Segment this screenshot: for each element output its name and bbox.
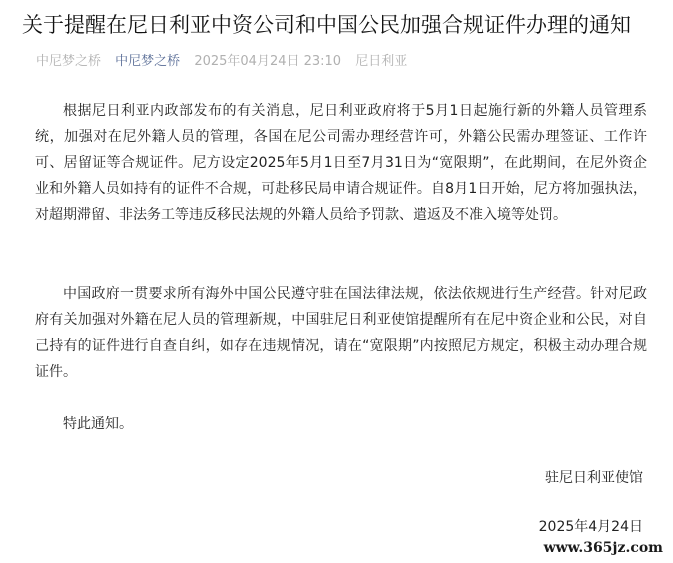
meta-publish-time: 2025年04月24日 23:10: [194, 54, 342, 69]
signature: 驻尼日利亚使馆: [545, 470, 643, 486]
meta-source: 中尼梦之桥: [36, 54, 102, 69]
signature-date: 2025年4月24日: [538, 519, 643, 535]
paragraph-2: 中国政府一贯要求所有海外中国公民遵守驻在国法律法规，依法依规进行生产经营。针对尼政府有关加强对外籍在尼人员的管理新规，中国驻尼日利亚使馆提醒所有在尼中资企业和公民，对自己持有的证件进行自查自纠，如存在违规情况，请在“宽限期”内按照尼方规定，积极主动办理合规证件。: [35, 286, 647, 380]
watermark: www.365jz.com: [540, 538, 667, 558]
paragraph-3: 特此通知。: [63, 416, 133, 432]
article-meta: [36, 53, 417, 71]
paragraph-1: 根据尼日利亚内政部发布的有关消息，尼日利亚政府将于5月1日起施行新的外籍人员管理系统，加强对在尼外籍人员的管理，各国在尼公司需办理经营许可，外籍公民需办理签证、工作许可、居留证等合规证件。尼方设定2025年5月1日至7月31日为“宽限期”，在此期间，在尼外资企业和外籍人员如持有的证件不合规，可赴移民局申请合规证件。自8月1日开始，尼方将加强执法，对超期滞留、非法务工等违反移民法规的外籍人员给予罚款、遣返及不准入境等处罚。: [35, 103, 647, 223]
meta-location: 尼日利亚: [355, 54, 408, 69]
meta-account-link[interactable]: 中尼梦之桥: [115, 54, 181, 69]
article-title: 关于提醒在尼日利亚中资公司和中国公民加强合规证件办理的通知: [22, 13, 631, 37]
